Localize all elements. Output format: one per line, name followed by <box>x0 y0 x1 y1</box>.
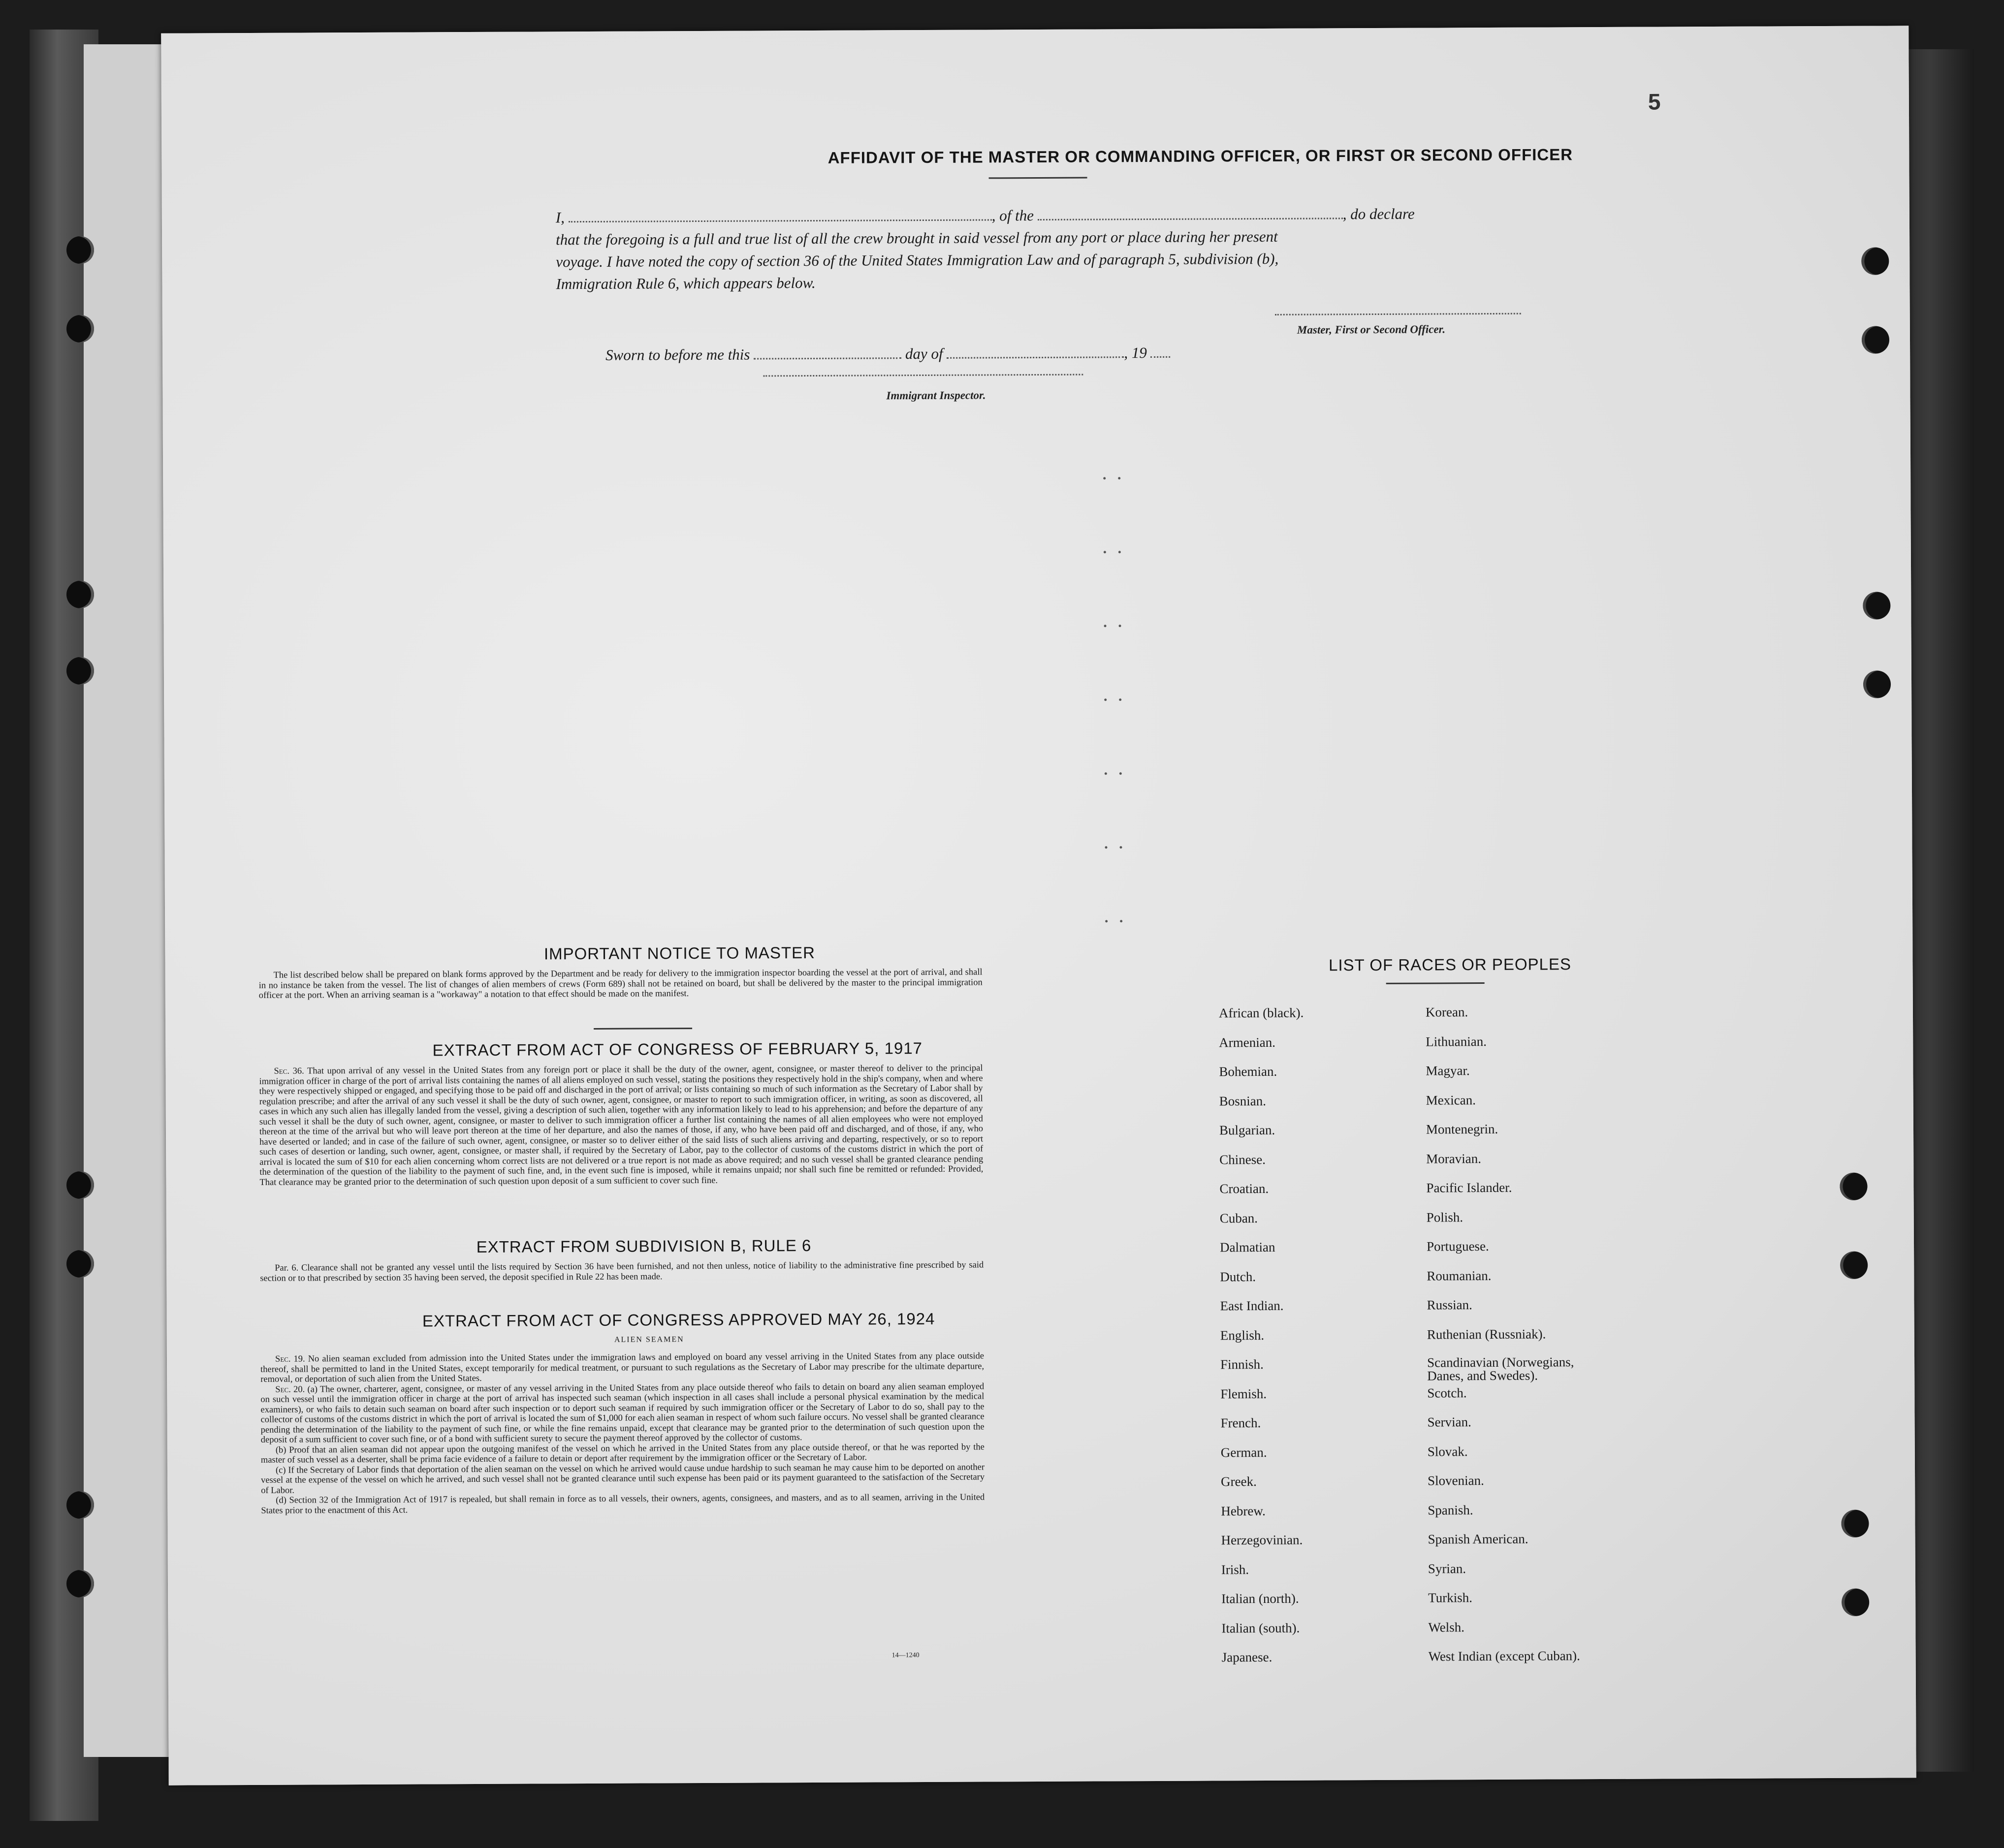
binder-hole-icon <box>1840 1173 1867 1200</box>
race-item: East Indian. <box>1220 1298 1284 1314</box>
race-item: Herzegovinian. <box>1221 1532 1303 1548</box>
race-item: Montenegrin. <box>1426 1121 1498 1137</box>
binder-hole-icon <box>66 581 94 608</box>
affidavit-line-2: that the foregoing is a full and true list of all the crew brought in said vessel from any port or place during her present <box>556 227 1278 249</box>
notice-body: The list described below shall be prepared on blank forms approved by the Department and be ready for delivery to the immigration inspector boarding the vessel at the port of arrival, and shall in no instance be taken from the vessel. The list of changes of alien members of crews (Form 689) shall not be retained on board, but shall be delivered by the master to the principal immigration officer at the port. When an arriving seaman is a "workaway" a notation to that effect should be made on the manifest. <box>258 967 983 1001</box>
race-item: Ruthenian (Russniak). <box>1427 1326 1546 1342</box>
officer-signature-label: Master, First or Second Officer. <box>1297 323 1446 336</box>
extract-1924-body: Sec. 19. No alien seaman excluded from admission into the United States under the immigration laws and employed on board any vessel arriving in the United States from any place outside thereof, shall be permitted to land in the United States, except temporarily for medical treatment, or pursuant to such regulations as the Secretary of Labor may prescribe for the ultimate departure, removal, or deportation of such alien from the United States. Sec. 20. (a) The owner, charterer, agent, consignee, or master of any vessel arriving in the United States from any place outside thereof who fails to detain on board any alien seaman employed on such vessel until the immigration officer in charge at the port of arrival has inspected such seaman (which inspection in all cases shall include a personal physical examination by the medical examiners), or who fails to detain such seaman on board after such inspection or to deport such seaman if required by such immigration officer or the Secretary of Labor to do so, shall pay to the collector of customs of the customs district in which the port of arrival is located the sum of $1,000 for each alien seaman in respect of whom such failure occurs. No vessel shall be granted clearance pending the determination of the liability to the payment of such fine, or while the fine remains unpaid, except that clearance may be granted prior to the determination of such question upon the deposit of a sum sufficient to cover such fine, or of a bond with sufficient surety to secure the payment thereof approved by the collector of customs. (b) Proof that an alien seaman did not appear upon the outgoing manifest of the vessel on which he arrived in the United States from any place outside thereof, or that he was reported by the master of such vessel as a deserter, shall be prima facie evidence of a failure to detain or deport after requirement by the immigration officer or the Secretary of Labor. (c) If the Secretary of Labor finds that deportation of the alien seaman on the vessel on which he arrived would cause undue hardship to such seaman he may cause him to be deported on another vessel at the expense of the vessel on which he arrived, and such vessel shall not be granted clearance until such expense has been paid or its payment guaranteed to the satisfaction of the Secretary of Labor. (d) Section 32 of the Immigration Act of 1917 is repealed, but shall remain in force as to all vessels, their owners, agents, consignees, and masters, and as to all seamen, arriving in the United States prior to the enactment of this Act. <box>260 1351 985 1516</box>
race-item: Armenian. <box>1219 1034 1275 1050</box>
race-item: Welsh. <box>1428 1619 1465 1635</box>
race-item: Spanish American. <box>1428 1531 1528 1547</box>
binder-hole-icon <box>66 1171 94 1199</box>
race-item: German. <box>1220 1444 1267 1460</box>
race-item: Irish. <box>1221 1562 1249 1577</box>
race-item: Dutch. <box>1220 1269 1256 1284</box>
affidavit-line-3: voyage. I have noted the copy of section 36 of the United States Immigration Law and of paragraph 5, subdivision (b), <box>556 250 1279 271</box>
extract-1917-heading: EXTRACT FROM ACT OF CONGRESS OF FEBRUARY 5, 1917 <box>432 1039 923 1060</box>
race-item: Japanese. <box>1221 1649 1272 1665</box>
race-item: Moravian. <box>1426 1151 1482 1166</box>
name-blank[interactable] <box>569 219 992 222</box>
sworn-day-blank[interactable] <box>754 357 901 359</box>
notice-divider <box>594 1028 692 1030</box>
race-item: Mexican. <box>1426 1092 1476 1108</box>
races-column-1 <box>1219 1005 1409 1679</box>
race-item: Chinese. <box>1219 1152 1266 1167</box>
binder-hole-icon <box>1842 1589 1869 1616</box>
race-item: Turkish. <box>1428 1590 1473 1605</box>
binder-hole-icon <box>66 657 94 685</box>
extract-rule6-body: Par. 6. Clearance shall not be granted any vessel until the lists required by Section 36 have been furnished, and not then unless, notice of liability to the administrative fine prescribed by said section or to that prescribed by section 35 having been served, the deposit specified in Rule 22 has been made. <box>260 1260 984 1284</box>
sworn-month-blank[interactable] <box>947 356 1124 359</box>
race-item: West Indian (except Cuban). <box>1428 1648 1580 1664</box>
race-item: Italian (north). <box>1221 1591 1299 1606</box>
races-column-2 <box>1426 1004 1635 1678</box>
affidavit-title: AFFIDAVIT OF THE MASTER OR COMMANDING OFFICER, OR FIRST OR SECOND OFFICER <box>827 145 1573 167</box>
binder-hole-icon <box>66 1570 94 1597</box>
binder-hole-icon <box>66 236 94 264</box>
inspector-signature-blank[interactable] <box>763 374 1083 377</box>
race-item: Slovenian. <box>1428 1473 1484 1488</box>
sworn-year-blank[interactable] <box>1151 356 1171 358</box>
race-item: Scandinavian (Norwegians, Danes, and Swedes). <box>1427 1354 1574 1383</box>
race-item: Dalmatian <box>1219 1239 1275 1255</box>
affidavit-line-1: I, , of the , do declare <box>555 205 1415 226</box>
race-item: African (black). <box>1218 1005 1304 1021</box>
race-item: Cuban. <box>1219 1210 1258 1225</box>
race-item: Polish. <box>1426 1209 1463 1225</box>
race-item: Magyar. <box>1426 1063 1470 1078</box>
binder-hole-icon <box>1841 1510 1869 1537</box>
extract-1917-body: Sec. 36. That upon arrival of any vessel in the United States from any foreign port or place it shall be the duty of the owner, agent, consignee, or master thereof to deliver to the principal immigration officer in charge of the port of arrival lists containing the names of all aliens employed on such vessel, stating the positions they respectively hold in the ship's company, when and where they were respectively shipped or engaged, and specifying those to be paid off and discharged in the port of arrival; or lists containing so much of such information as the Secretary of Labor shall by regulation prescribe; and after the arrival of any such vessel it shall be the duty of such owner, agent, consignee, or master to report to such immigration officer, in writing, as soon as discovered, all cases in which any such alien has illegally landed from the vessel, giving a description of such alien, together with any information likely to lead to his apprehension; and before the departure of any such vessel it shall be the duty of such owner, agent, consignee, or master to deliver to such immigration officer a further list containing the names of all alien employees who were not employed thereon at the time of the arrival but who will leave port thereon at the time of her departure, and also the names of those, if any, who have been paid off and discharged, and of those, if any, who have deserted or landed; and in case of the failure of such owner, agent, consignee, or master so to deliver either of the said lists of such aliens arriving and departing, respectively, or so to report such cases of desertion or landing, such owner, agent, consignee, or master shall, if required by the Secretary of Labor, pay to the collector of customs of the customs district in which the port of arrival is located the sum of $10 for each alien concerning whom correct lists are not delivered or a true report is not made as above required; and no such vessel shall be granted clearance pending the determination of the question of the liability to the payment of such fine, and, in the event such fine is imposed, while it remains unpaid; nor shall such fine be remitted or refunded: Provided, That clearance may be granted prior to the determination of such question upon deposit of a sum sufficient to cover such fine. <box>259 1063 984 1188</box>
races-divider <box>1386 982 1485 984</box>
race-item: Italian (south). <box>1221 1620 1300 1635</box>
races-heading: LIST OF RACES OR PEOPLES <box>1329 955 1572 974</box>
officer-signature-blank[interactable] <box>1275 313 1521 315</box>
notice-heading: IMPORTANT NOTICE TO MASTER <box>543 943 815 963</box>
extract-rule6-heading: EXTRACT FROM SUBDIVISION B, RULE 6 <box>476 1236 812 1256</box>
race-item: Bulgarian. <box>1219 1122 1275 1138</box>
binder-hole-icon <box>66 1250 94 1278</box>
race-item: Slovak. <box>1427 1443 1468 1459</box>
race-item: Flemish. <box>1220 1386 1267 1401</box>
race-item: Bohemian. <box>1219 1064 1277 1079</box>
affidavit-line-4: Immigration Rule 6, which appears below. <box>556 274 816 293</box>
race-item: Finnish. <box>1220 1357 1264 1372</box>
binder-hole-icon <box>66 1491 94 1519</box>
binder-hole-icon <box>1863 670 1891 698</box>
vessel-blank[interactable] <box>1038 218 1343 220</box>
page-number: 5 <box>1648 89 1661 115</box>
title-divider <box>989 177 1087 179</box>
race-item: Syrian. <box>1428 1561 1466 1576</box>
race-item: Pacific Islander. <box>1426 1180 1512 1195</box>
binder-hole-icon <box>1862 326 1889 353</box>
extract-1924-heading: EXTRACT FROM ACT OF CONGRESS APPROVED MAY 26, 1924 <box>422 1309 935 1330</box>
race-item: English. <box>1220 1327 1265 1343</box>
form-number: 14—1240 <box>891 1652 920 1660</box>
race-item: Korean. <box>1425 1004 1468 1020</box>
race-item: Greek. <box>1221 1474 1257 1489</box>
binder-hole-icon <box>1863 592 1890 619</box>
race-item: Servian. <box>1427 1414 1471 1430</box>
race-item: Scotch. <box>1427 1385 1467 1401</box>
race-item: Portuguese. <box>1426 1239 1489 1254</box>
race-item: Bosnian. <box>1219 1093 1267 1108</box>
sworn-line: Sworn to before me this day of , 19 <box>605 344 1171 364</box>
race-item: Croatian. <box>1219 1181 1269 1196</box>
inspector-signature-label: Immigrant Inspector. <box>886 389 986 402</box>
race-item: Lithuanian. <box>1426 1034 1487 1049</box>
race-item: Russian. <box>1427 1297 1472 1313</box>
race-item: French. <box>1220 1415 1261 1431</box>
race-item: Hebrew. <box>1221 1503 1266 1518</box>
race-item: Spanish. <box>1428 1502 1473 1518</box>
binder-hole-icon <box>66 315 94 343</box>
manifest-page <box>161 26 1916 1785</box>
binder-hole-icon <box>1840 1252 1868 1279</box>
alien-seamen-subheading: ALIEN SEAMEN <box>614 1335 684 1344</box>
race-item: Roumanian. <box>1427 1268 1492 1284</box>
binder-hole-icon <box>1861 247 1889 275</box>
